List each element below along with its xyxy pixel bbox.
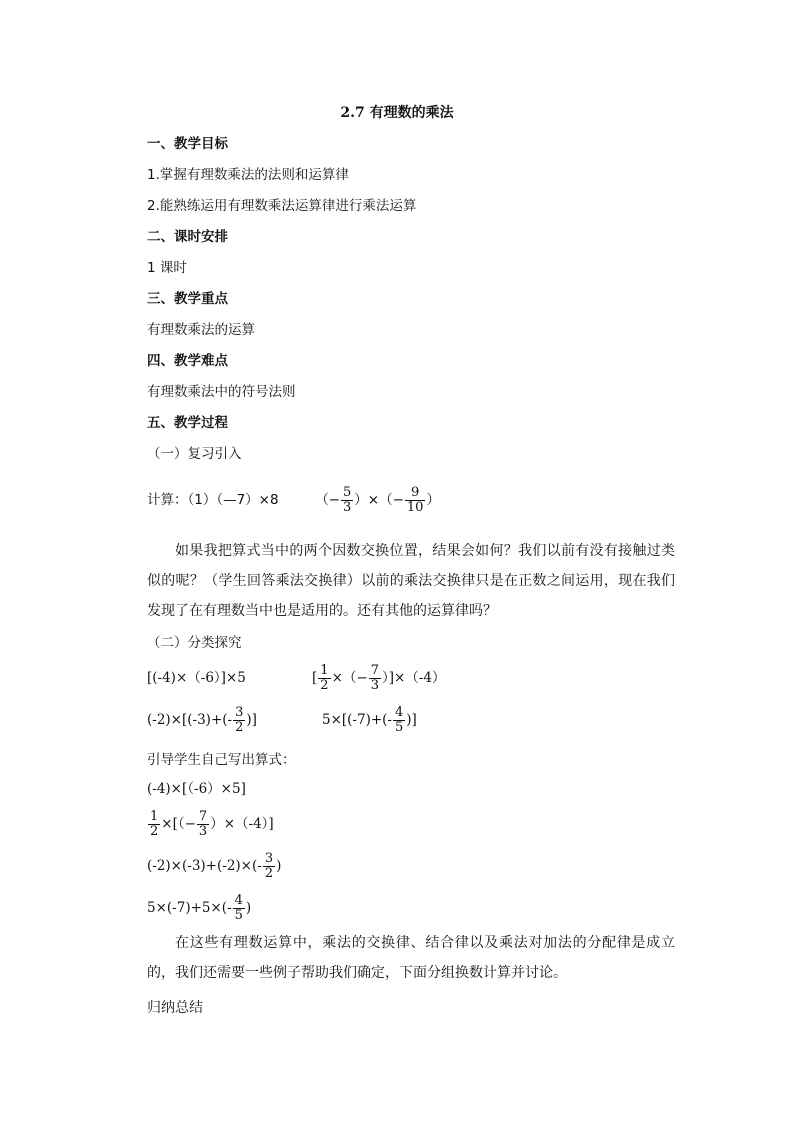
subsection-review: （一）复习引入 xyxy=(147,446,242,462)
section-heading-difficulties: 四、教学难点 xyxy=(147,353,228,369)
explore-expr-1: [(-4)×（-6）]×5 xyxy=(147,670,246,686)
fraction: $\frac{1}{2}$ xyxy=(320,663,329,693)
calc-expr2-open: （− xyxy=(315,492,340,508)
written-expr-4: 5×(-7)+5×(- $\frac{4}{5}$ ) xyxy=(147,893,252,923)
fraction: $\frac{1}{2}$ xyxy=(150,809,159,839)
summary-heading xyxy=(147,998,203,1018)
fraction: $\frac{3}{2}$ xyxy=(264,851,274,881)
guide-text: 引导学生自己写出算式： xyxy=(147,752,296,768)
explore-expr-3: (-2)×[(-3)+(- $\frac{3}{2}$ )] xyxy=(147,705,257,735)
calc-expr2-mid: ）×（− xyxy=(354,492,404,508)
section-heading-key-points: 三、教学重点 xyxy=(147,291,228,307)
calc-expression-1: 计算：（1）（—7）×8 xyxy=(147,492,279,508)
key-points-text: 有理数乘法的运算 xyxy=(147,322,255,338)
page-title: 2.7 有理数的乘法 xyxy=(340,105,454,121)
summary-text: 归纳总结 xyxy=(147,1000,203,1016)
fraction: $\frac{4}{5}$ xyxy=(395,705,404,735)
section-heading-objectives: 一、教学目标 xyxy=(147,136,228,152)
difficulties-text: 有理数乘法中的符号法则 xyxy=(147,384,296,400)
section-heading-schedule: 二、课时安排 xyxy=(147,229,228,245)
written-expr-2: $\frac{1}{2}$ ×[（− $\frac{7}{3}$ ）×（-4）] xyxy=(150,809,274,839)
explore-expr-4: 5×[(-7)+(- $\frac{4}{5}$ )] xyxy=(322,705,417,735)
objective-2: 2.能熟练运用有理数乘法运算律进行乘法运算 xyxy=(147,198,417,214)
objective-1: 1.掌握有理数乘法的法则和运算律 xyxy=(147,167,349,183)
calc-expr2-close: ） xyxy=(426,492,440,508)
fraction: $\frac{7}{3}$ xyxy=(198,809,208,839)
fraction: $\frac{3}{2}$ xyxy=(235,705,244,735)
fraction: $\frac{7}{3}$ xyxy=(370,663,379,693)
explore-expr-2: [ $\frac{1}{2}$ ×（− $\frac{7}{3}$ ）]×（-4） xyxy=(312,663,446,693)
fraction: $\frac{9}{10}$ xyxy=(406,484,424,515)
subsection-explore: （二）分类探究 xyxy=(147,635,242,651)
written-expr-1: (-4)×[（-6）×5] xyxy=(147,781,246,797)
fraction: $\frac{4}{5}$ xyxy=(234,893,243,923)
paragraph-commutative: 如果我把算式当中的两个因数交换位置，结果会如何？我们以前有没有接触过类似的呢？（学生回答乘法交换律）以前的乘法交换律只是在正数之间运用，现在我们发现了在有理数当中也是适用的。还有其他的运算律吗？ xyxy=(147,543,675,619)
section-heading-process: 五、教学过程 xyxy=(147,415,228,431)
fraction: $\frac{5}{3}$ xyxy=(343,484,352,515)
paragraph-laws: 在这些有理数运算中，乘法的交换律、结合律以及乘法对加法的分配律是成立的，我们还需要一些例子帮助我们确定，下面分组换数计算并讨论。 xyxy=(147,935,675,981)
written-expr-3: (-2)×(-3)+(-2)×(- $\frac{3}{2}$ ) xyxy=(147,851,282,881)
calc-line xyxy=(147,482,440,518)
schedule-text: 1 课时 xyxy=(147,260,187,276)
